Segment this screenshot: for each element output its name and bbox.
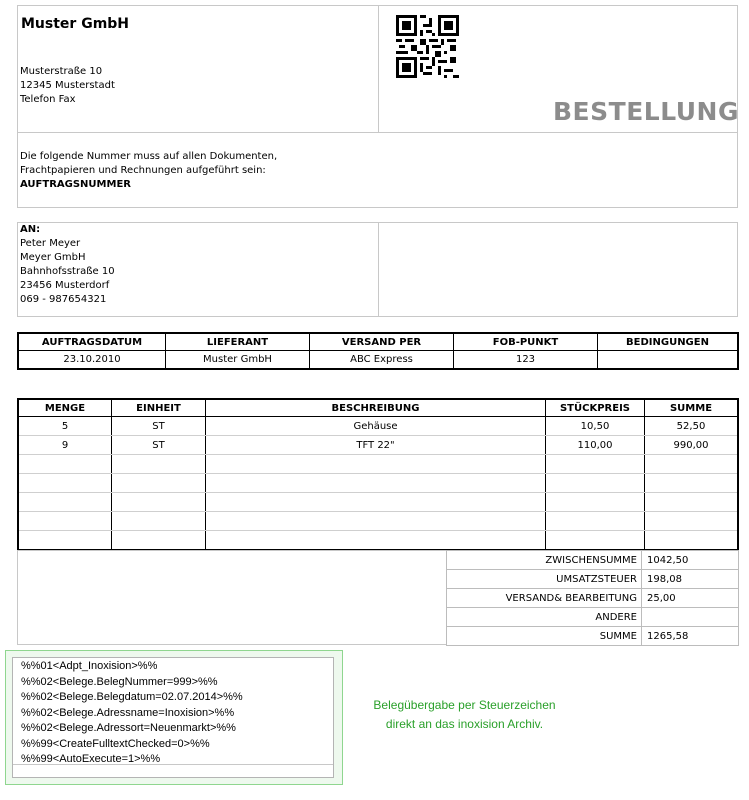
row-sum: 52,50 <box>645 417 739 436</box>
table-row <box>18 474 738 493</box>
document-title: BESTELLUNG <box>553 97 739 126</box>
order-info-table <box>17 332 739 370</box>
totals-left-area <box>17 550 447 645</box>
row-description: TFT 22" <box>206 436 546 455</box>
total-value: 1265,58 <box>642 627 739 646</box>
recipient-label: AN: <box>20 224 41 235</box>
shipping-value: 25,00 <box>642 589 739 608</box>
header-description: BESCHREIBUNG <box>206 399 546 417</box>
control-code-line: %%01<Adpt_Inoxision>%% <box>21 660 158 672</box>
table-row <box>18 531 738 551</box>
order-info-header-row <box>18 333 738 351</box>
recipient-street: Bahnhofsstraße 10 <box>20 266 115 277</box>
subtotal-label: ZWISCHENSUMME <box>447 551 642 570</box>
totals-table <box>446 550 739 646</box>
control-code-line: %%02<Belege.BelegNummer=999>%% <box>21 675 218 688</box>
table-row <box>18 417 738 436</box>
control-code-line: %%99<AutoExecute=1>%% <box>21 753 161 765</box>
totals-row <box>447 570 739 589</box>
control-code-line: %%02<Belege.Adressname=Inoxision>%% <box>21 706 235 719</box>
header-unit: EINHEIT <box>112 399 206 417</box>
items-header-row <box>18 399 738 417</box>
totals-row <box>447 589 739 608</box>
header-sum: SUMME <box>645 399 739 417</box>
order-info-value-row <box>18 351 738 370</box>
tax-value: 198,08 <box>642 570 739 589</box>
items-table <box>17 398 739 551</box>
fob-point-value: 123 <box>454 351 598 370</box>
archive-note-line-1: Belegübergabe per Steuerzeichen <box>373 698 556 712</box>
qr-code-icon <box>396 15 459 78</box>
shipping-value: ABC Express <box>310 351 454 370</box>
order-date-value: 23.10.2010 <box>18 351 166 370</box>
table-row <box>18 455 738 474</box>
company-name: Muster GmbH <box>21 16 130 32</box>
header-shipping: VERSAND PER <box>310 333 454 351</box>
terms-value <box>598 351 739 370</box>
header-quantity: MENGE <box>18 399 112 417</box>
header-divider <box>378 5 379 133</box>
control-code-line: %%02<Belege.Adressort=Neuenmarkt>%% <box>21 722 236 734</box>
order-number-label: AUFTRAGSNUMMER <box>20 179 131 190</box>
control-code-list <box>21 659 243 768</box>
company-street: Musterstraße 10 <box>20 66 103 77</box>
table-row <box>18 493 738 512</box>
recipient-divider <box>378 222 379 317</box>
recipient-name: Peter Meyer <box>20 238 81 249</box>
shipping-label: VERSAND& BEARBEITUNG <box>447 589 642 608</box>
total-label: SUMME <box>447 627 642 646</box>
row-unit-price: 10,50 <box>546 417 645 436</box>
row-quantity: 9 <box>18 436 112 455</box>
header-supplier: LIEFERANT <box>166 333 310 351</box>
totals-row <box>447 551 739 570</box>
table-row <box>18 512 738 531</box>
header-terms: BEDINGUNGEN <box>598 333 739 351</box>
row-quantity: 5 <box>18 417 112 436</box>
header-order-date: AUFTRAGSDATUM <box>18 333 166 351</box>
row-unit: ST <box>112 436 206 455</box>
notice-line-2: Frachtpapieren und Rechnungen aufgeführt sein: <box>20 165 266 176</box>
table-row <box>18 436 738 455</box>
company-contact: Telefon Fax <box>20 94 76 105</box>
row-description: Gehäuse <box>206 417 546 436</box>
row-sum: 990,00 <box>645 436 739 455</box>
header-unit-price: STÜCKPREIS <box>546 399 645 417</box>
recipient-company: Meyer GmbH <box>20 252 86 263</box>
archive-note <box>352 696 577 734</box>
control-code-line: %%02<Belege.Belegdatum=02.07.2014>%% <box>21 691 243 703</box>
tax-label: UMSATZSTEUER <box>447 570 642 589</box>
subtotal-value: 1042,50 <box>642 551 739 570</box>
row-unit: ST <box>112 417 206 436</box>
other-value <box>642 608 739 627</box>
header-fob-point: FOB-PUNKT <box>454 333 598 351</box>
totals-row <box>447 627 739 646</box>
row-unit-price: 110,00 <box>546 436 645 455</box>
control-code-line: %%99<CreateFulltextChecked=0>%% <box>21 737 210 750</box>
company-city: 12345 Musterstadt <box>20 80 115 91</box>
recipient-city: 23456 Musterdorf <box>20 280 110 291</box>
recipient-phone: 069 - 987654321 <box>20 294 107 305</box>
totals-row <box>447 608 739 627</box>
other-label: ANDERE <box>447 608 642 627</box>
archive-note-line-2: direkt an das inoxision Archiv. <box>385 717 544 731</box>
notice-line-1: Die folgende Nummer muss auf allen Dokumenten, <box>20 151 278 162</box>
supplier-value: Muster GmbH <box>166 351 310 370</box>
